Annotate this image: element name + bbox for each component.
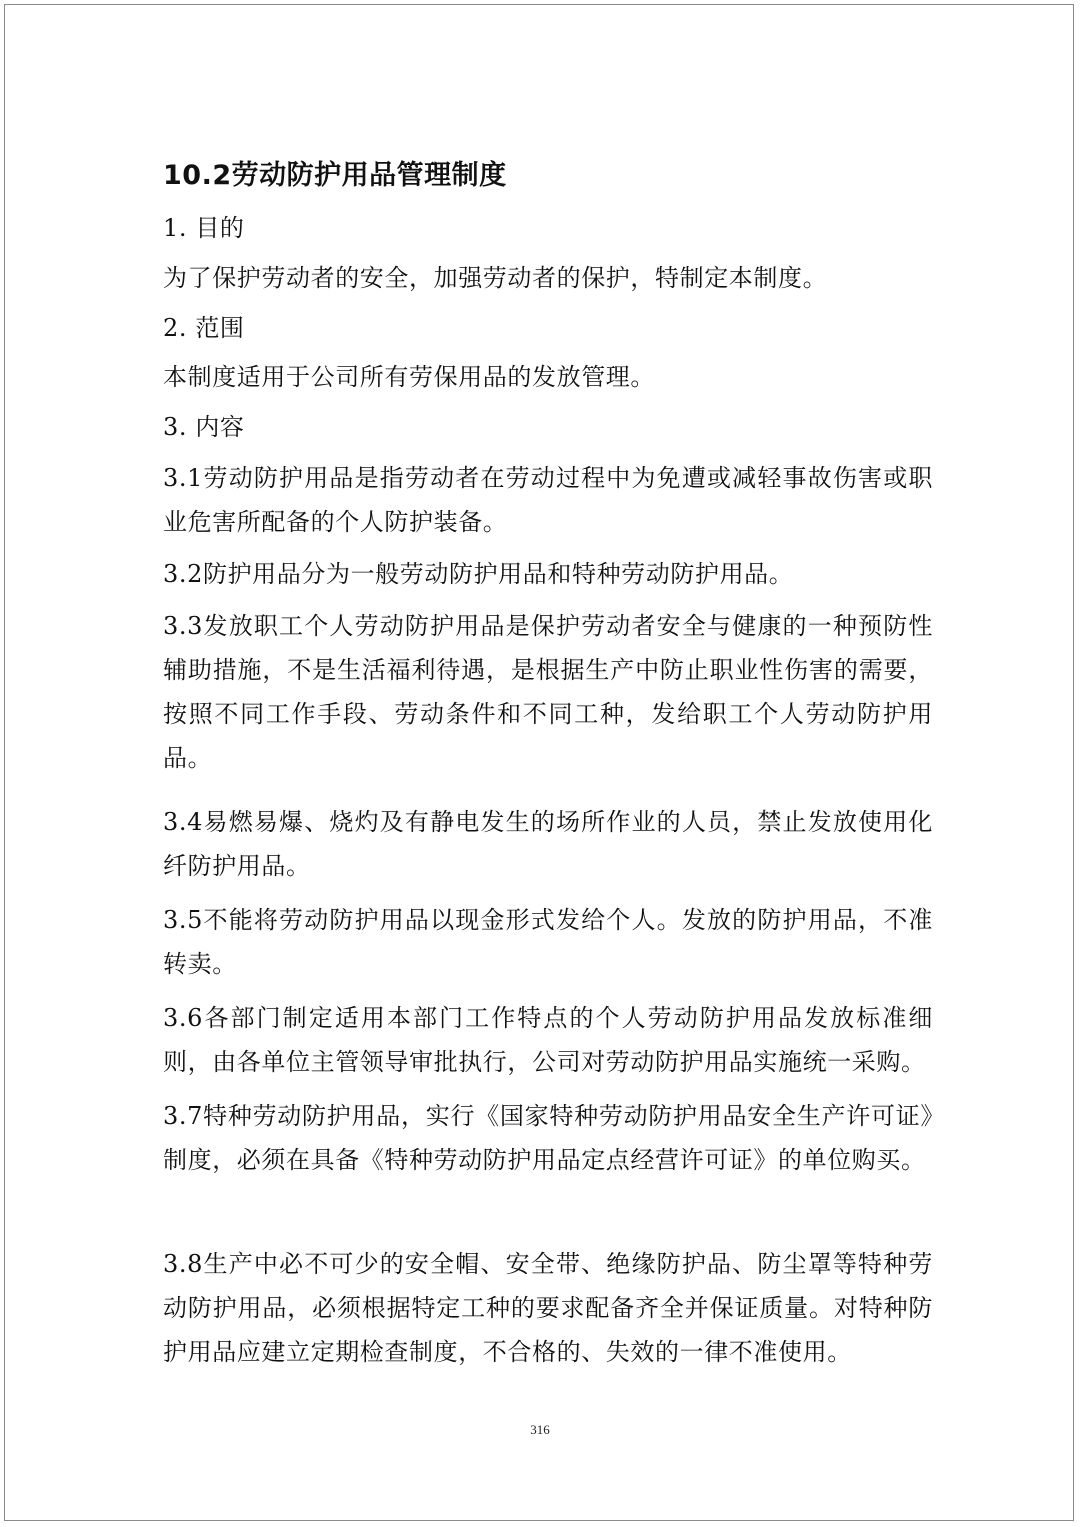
scope-text: 本制度适用于公司所有劳保用品的发放管理。 [163,363,655,391]
clause-3-4: 3.4易燃易爆、烧灼及有静电发生的场所作业的人员，禁止发放使用化纤防护用品。 [163,808,933,880]
clause-3-8: 3.8生产中必不可少的安全帽、安全带、绝缘防护品、防尘罩等特种劳动防护用品，必须根据特定工种的要求配备齐全并保证质量。对特种防护用品应建立定期检查制度，不合格的、失效的一律不准使用。 [163,1250,933,1366]
clause-3-3: 3.3发放职工个人劳动防护用品是保护劳动者安全与健康的一种预防性辅助措施，不是生活福利待遇，是根据生产中防止职业性伤害的需要，按照不同工作手段、劳动条件和不同工种，发给职工个人劳动防护用品。 [163,612,933,772]
clause-3-7: 3.7特种劳动防护用品，实行《国家特种劳动防护用品安全生产许可证》制度，必须在具备《特种劳动防护用品定点经营许可证》的单位购买。 [163,1102,933,1174]
clause-3-6: 3.6各部门制定适用本部门工作特点的个人劳动防护用品发放标准细则，由各单位主管领导审批执行，公司对劳动防护用品实施统一采购。 [163,1004,933,1076]
content-heading: 3. 内容 [163,413,245,441]
clause-3-1: 3.1劳动防护用品是指劳动者在劳动过程中为免遭或减轻事故伤害或职业危害所配备的个人防护装备。 [163,464,933,536]
page-number: 316 [530,1422,550,1437]
clause-3-2: 3.2防护用品分为一般劳动防护用品和特种劳动防护用品。 [163,560,794,588]
page-title: 10.2劳动防护用品管理制度 [163,160,507,191]
purpose-text: 为了保护劳动者的安全，加强劳动者的保护，特制定本制度。 [163,264,828,292]
purpose-heading: 1. 目的 [163,214,245,242]
scope-heading: 2. 范围 [163,314,245,342]
clause-3-5: 3.5不能将劳动防护用品以现金形式发给个人。发放的防护用品，不准转卖。 [163,906,933,978]
